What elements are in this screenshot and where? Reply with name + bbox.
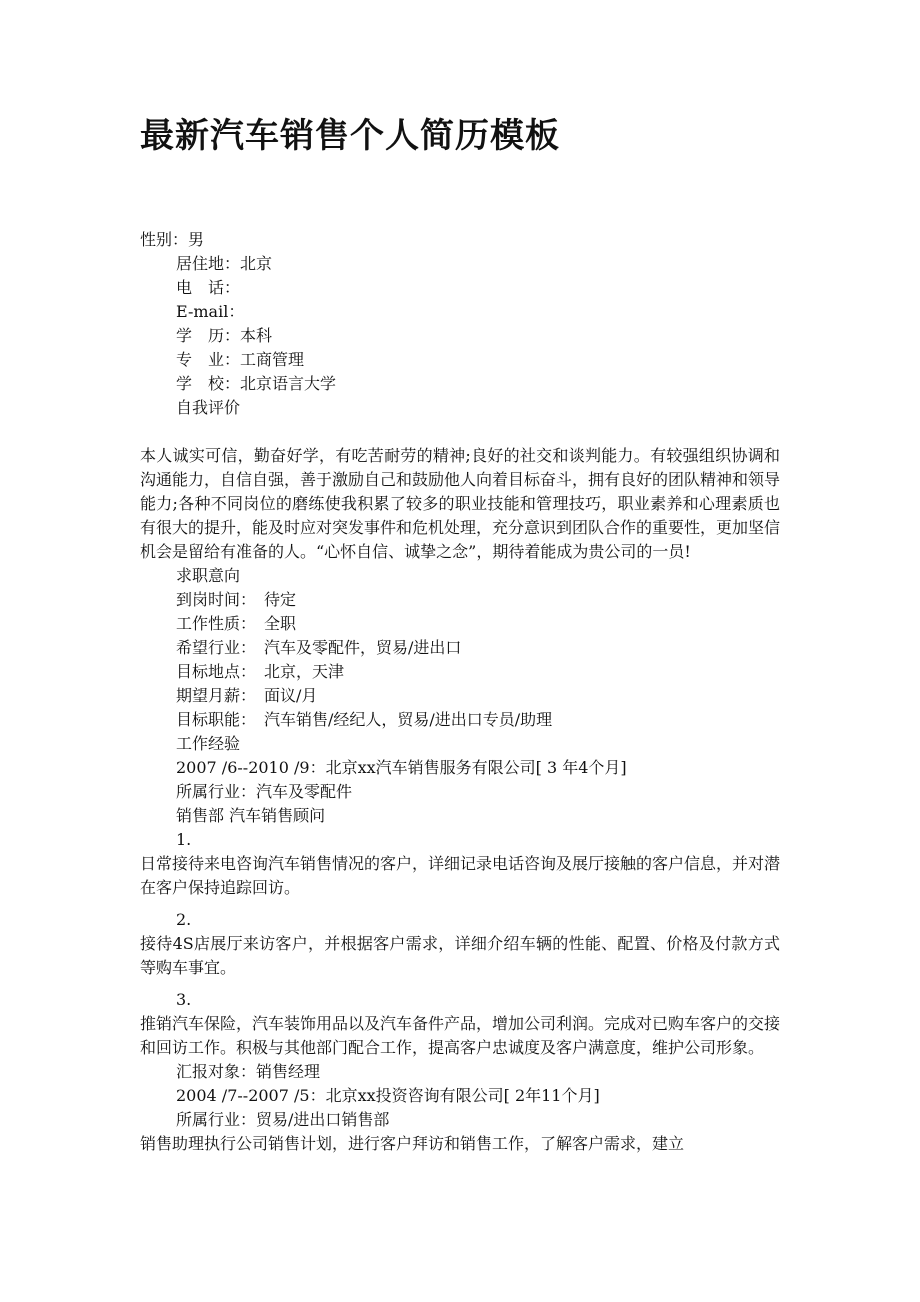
duty-text: 推销汽车保险，汽车装饰用品以及汽车备件产品，增加公司利润。完成对已购车客户的交接和回访工作。积极与其他部门配合工作，提高客户忠诚度及客户满意度，维护公司形象。	[140, 1014, 781, 1057]
job1-report-to: 汇报对象：销售经理	[176, 1062, 321, 1081]
school-line: 学 校：北京语言大学	[176, 374, 337, 393]
function-line: 目标职能： 汽车销售/经纪人，贸易/进出口专员/助理	[176, 710, 553, 729]
job-type-line: 工作性质： 全职	[176, 614, 297, 633]
job2-period: 2004 /7--2007 /5：北京xx投资咨询有限公司[ 2年11个月]	[176, 1086, 600, 1105]
industry-line: 希望行业： 汽车及零配件，贸易/进出口	[176, 638, 462, 657]
job2-description: 销售助理执行公司销售计划，进行客户拜访和销售工作，了解客户需求，建立	[140, 1134, 685, 1153]
job1-industry: 所属行业：汽车及零配件	[176, 782, 353, 801]
resume-body	[140, 228, 780, 1156]
residence-line: 居住地：北京	[176, 254, 273, 273]
self-eval-heading: 自我评价	[176, 398, 241, 417]
job-intention-heading: 求职意向	[176, 566, 241, 585]
gender-line: 性别：男	[140, 230, 205, 249]
major-line: 专 业：工商管理	[176, 350, 305, 369]
phone-line: 电 话：	[176, 278, 241, 297]
location-line: 目标地点： 北京，天津	[176, 662, 345, 681]
self-evaluation-text: 本人诚实可信，勤奋好学，有吃苦耐劳的精神;良好的社交和谈判能力。有较强组织协调和沟通能力，自信自强，善于激励自己和鼓励他人向着目标奋斗，拥有良好的团队精神和领导能力;各种不同岗位的磨练使我积累了较多的职业技能和管理技巧，职业素养和心理素质也有很大的提升，能及时应对突发事件和危机处理，充分意识到团队合作的重要性，更加坚信机会是留给有准备的人。“心怀自信、诚挚之念”，期待着能成为贵公司的一员!	[140, 446, 781, 561]
education-line: 学 历：本科	[176, 326, 273, 345]
duty-number: 3.	[176, 990, 192, 1009]
experience-heading: 工作经验	[176, 734, 241, 753]
email-line: E-mail：	[176, 302, 245, 321]
start-time-line: 到岗时间： 待定	[176, 590, 297, 609]
job2-industry: 所属行业：贸易/进出口销售部	[176, 1110, 390, 1129]
duty-text: 接待4S店展厅来访客户，并根据客户需求，详细介绍车辆的性能、配置、价格及付款方式等购车事宜。	[140, 934, 780, 977]
job1-dept: 销售部 汽车销售顾问	[176, 806, 326, 825]
salary-line: 期望月薪： 面议/月	[176, 686, 318, 705]
duty-number: 2.	[176, 910, 192, 929]
duty-text: 日常接待来电咨询汽车销售情况的客户，详细记录电话咨询及展厅接触的客户信息，并对潜在客户保持追踪回访。	[140, 854, 781, 897]
job1-period: 2007 /6--2010 /9：北京xx汽车销售服务有限公司[ 3 年4个月]	[176, 758, 627, 777]
page-title: 最新汽车销售个人简历模板	[140, 116, 560, 156]
duty-number: 1.	[176, 830, 192, 849]
